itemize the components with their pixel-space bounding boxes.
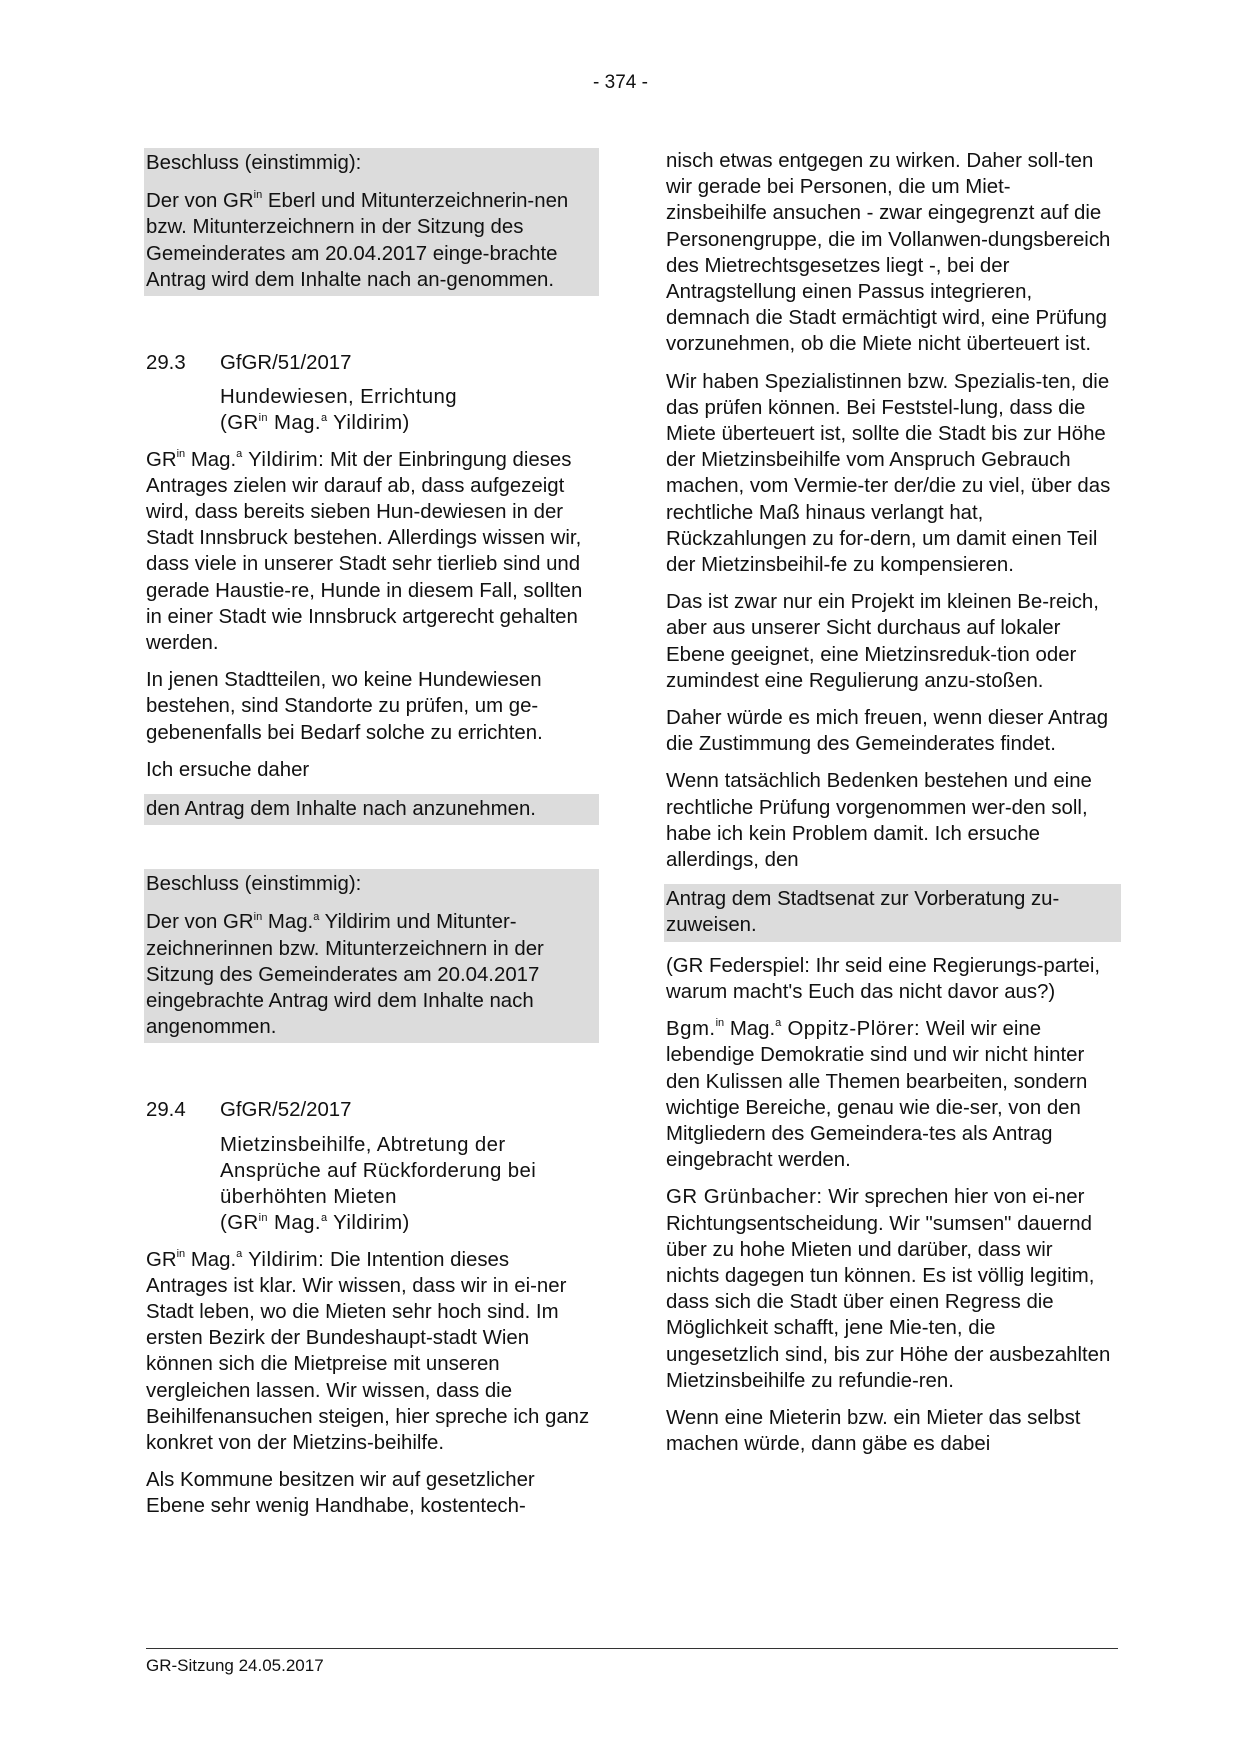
speech-paragraph: Ich ersuche daher: [146, 758, 310, 781]
footer-divider: [146, 1648, 1118, 1649]
speech-paragraph: Wir haben Spezialistinnen bzw. Spezialis-ten, die das prüfen können. Bei Feststel-lung, dass die Miete überteuert ist, sollte die Stadt bis zur Höhe der Mietzinsbeihilfe vom Anspruch Gebrauch machen, vom Vermie-ter der/die zu viel, über das rechtliche Maß hinaus verlangt hat, Rückzahlungen zu for-dern, um damit einen Teil der Mietzinsbeihil-fe zu kompensieren.: [666, 370, 1111, 577]
speech-paragraph: $GR^{in}$ Mag.$^a$ Yildirim: Die Intention dieses Antrages ist klar. Wir wissen, dass wir in ei-ner Stadt leben, wo die Mieten sehr hoch sind. Im ersten Bezirk der Bundeshaupt-stadt Wien können sich die Mietpreise mit unseren vergleichen lassen. Wir wissen, dass die Beihilfenansuchen steigen, hier spreche ich ganz konkret von der Mietzins-beihilfe.: [146, 1247, 590, 1454]
resolution-text: Der von $GR^{in}$ Mag.$^a$ Yildirim und Mitunter-zeichnerinnen bzw. Mitunterzeichnern in der Sitzung des Gemeinderates am 20.04.2017 eingebrachte Antrag wird dem Inhalte nach angenommen.: [146, 910, 544, 1039]
motion-text: den Antrag dem Inhalte nach anzunehmen.: [146, 798, 536, 821]
motion-text: Antrag dem Stadtsenat zur Vorberatung zu-zuweisen.: [666, 888, 1060, 937]
item-code: GfGR/52/2017: [220, 1099, 352, 1122]
speech-paragraph: nisch etwas entgegen zu wirken. Daher soll-ten wir gerade bei Personen, die um Miet-zinsbeihilfe ansuchen - zwar eingegrenzt auf die Personengruppe, die im Vollanwen-dungsbereich des Mietrechtsgesetzes liegt -, bei der Antragstellung einen Passus integrieren, demnach die Stadt ermächtigt wird, eine Prüfung vorzunehmen, ob die Miete nicht überteuert ist.: [666, 150, 1111, 356]
right-column: [666, 148, 1111, 1468]
speech-paragraph: Als Kommune besitzen wir auf gesetzlicher Ebene sehr wenig Handhabe, kostentech-: [146, 1469, 535, 1518]
resolution-box-2: [144, 869, 599, 1043]
motion-box: [664, 884, 1121, 941]
speech-paragraph: $GR^{in}$ Mag.$^a$ Yildirim: Mit der Einbringung dieses Antrages zielen wir darauf ab, dass aufgezeigt wird, dass bereits sieben Hun-dewiesen in der Stadt Innsbruck bestehen. Allerdings wissen wir, dass viele in unserer Stadt sehr tierlieb sind und gerade Haustie-re, Hunde in diesem Fall, sollten in einer Stadt wie Innsbruck artgerecht gehalten werden.: [146, 447, 583, 655]
interjection: (GR Federspiel: Ihr seid eine Regierungs-partei, warum macht's Euch das nicht davor aus?): [666, 954, 1101, 1003]
agenda-item-29-4: [146, 1097, 591, 1236]
item-number: 29.4: [146, 1099, 186, 1122]
resolution-box-1: [144, 148, 599, 296]
item-number: 29.3: [146, 352, 186, 375]
resolution-title: Beschluss (einstimmig):: [146, 873, 362, 896]
item-code: GfGR/51/2017: [220, 352, 352, 375]
speech-paragraph: GR Grünbacher: Wir sprechen hier von ei-ner Richtungsentscheidung. Wir "sumsen" dauernd über zu hohe Mieten und darüber, dass wir nichts dagegen tun können. Es ist völlig legitim, dass sich die Stadt über einen Regress die Möglichkeit schafft, jene Mie-ten, die ungesetzlich sind, bis zur Höhe der ausbezahlten Mietzinsbeihilfe zu refundie-ren.: [666, 1186, 1111, 1392]
item-title: Hundewiesen, Errichtung ($GR^{in}$ Mag.$^a$ Yildirim): [220, 386, 458, 435]
speech-paragraph: Bgm.$^{in}$ Mag.$^a$ Oppitz-Plörer: Weil wir eine lebendige Demokratie sind und wir nicht hinter den Kulissen alle Themen bearbeiten, sondern wichtige Bereiche, genau wie die-ser, von den Mitgliedern des Gemeindera-tes als Antrag eingebracht werden.: [666, 1017, 1088, 1172]
speech-paragraph: Wenn eine Mieterin bzw. ein Mieter das selbst machen würde, dann gäbe es dabei: [666, 1406, 1081, 1456]
page-number: - 374 -: [593, 72, 648, 93]
speech-paragraph: Das ist zwar nur ein Projekt im kleinen Be-reich, aber aus unserer Sicht durchaus auf lokaler Ebene geeignet, eine Mietzinsreduk-tion oder zumindest eine Regulierung anzu-stoßen.: [666, 591, 1099, 692]
speech-paragraph: In jenen Stadtteilen, wo keine Hundewiesen bestehen, sind Standorte zu prüfen, um ge-gebenenfalls bei Bedarf solche zu errichten.: [146, 669, 543, 744]
footer-text: GR-Sitzung 24.05.2017: [146, 1656, 324, 1675]
item-title: Mietzinsbeihilfe, Abtretung der Ansprüche auf Rückforderung bei überhöhten Mieten ($GR^{in}$ Mag.$^a$ Yildirim): [220, 1133, 537, 1235]
resolution-title: Beschluss (einstimmig):: [146, 152, 362, 174]
speech-paragraph: Wenn tatsächlich Bedenken bestehen und eine rechtliche Prüfung vorgenommen wer-den soll, habe ich kein Problem damit. Ich ersuche allerdings, den: [666, 770, 1092, 872]
resolution-text: Der von $GR^{in}$ Eberl und Mitunterzeichnerin-nen bzw. Mitunterzeichnern in der Sitzung des Gemeinderates am 20.04.2017 einge-brachte Antrag wird dem Inhalte nach an-genommen.: [146, 189, 569, 291]
left-column: [146, 148, 591, 1531]
speech-paragraph: Daher würde es mich freuen, wenn dieser Antrag die Zustimmung des Gemeinderates findet.: [666, 707, 1109, 756]
motion-box: [144, 794, 599, 825]
agenda-item-29-3: [146, 350, 591, 437]
